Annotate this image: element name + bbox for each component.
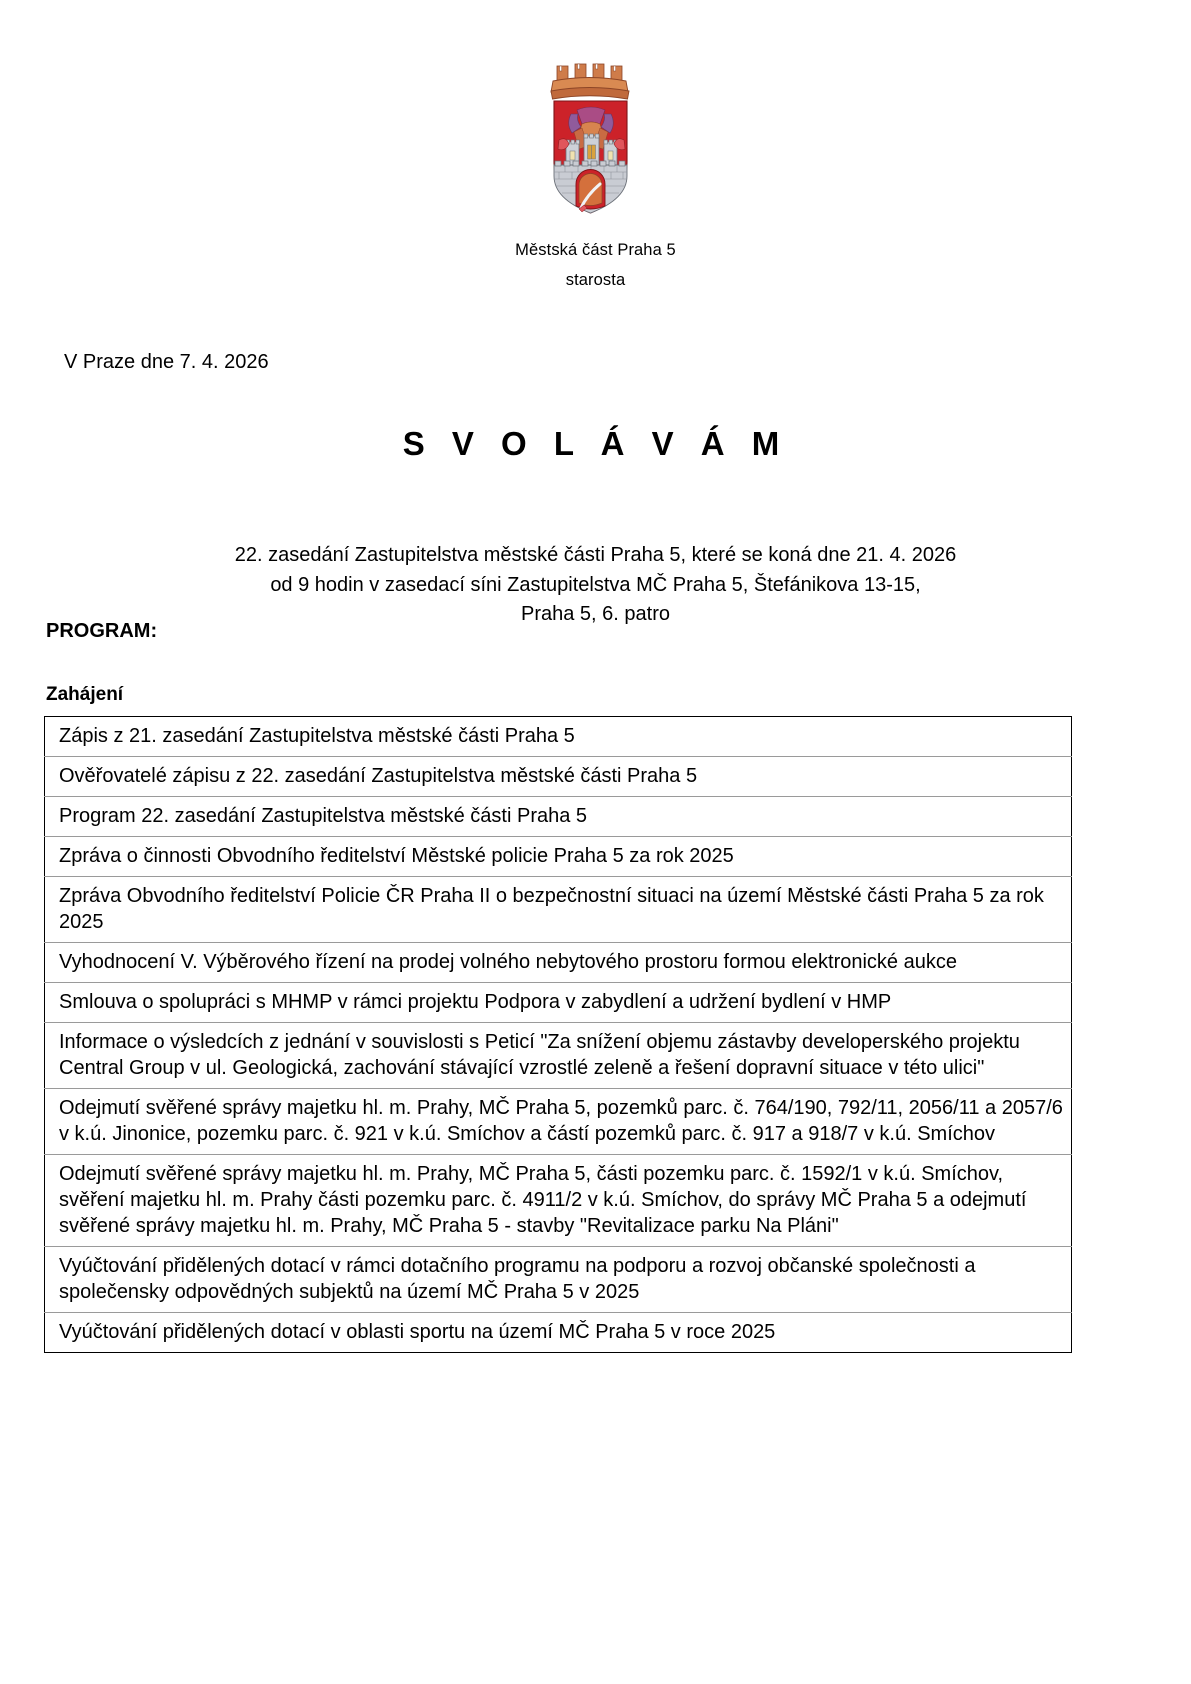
agenda-item: Ověřovatelé zápisu z 22. zasedání Zastupitelstva městské části Praha 5 [45,757,1072,797]
agenda-item: Vyúčtování přidělených dotací v oblasti sportu na území MČ Praha 5 v roce 2025 [45,1313,1072,1353]
meeting-info-line-2: od 9 hodin v zasedací síni Zastupitelstva MČ Praha 5, Štefánikova 13-15, [270,573,921,596]
agenda-item: Vyhodnocení V. Výběrového řízení na prodej volného nebytového prostoru formou elektronické aukce [45,943,1072,983]
agenda-item: Vyúčtování přidělených dotací v rámci dotačního programu na podporu a rozvoj občanské společnosti a společensky odpovědných subjektů na území MČ Praha 5 v 2025 [45,1247,1072,1313]
agenda-item: Program 22. zasedání Zastupitelstva městské části Praha 5 [45,797,1072,837]
agenda-item: Zpráva Obvodního ředitelství Policie ČR Praha II o bezpečnostní situaci na území Městské části Praha 5 za rok 2025 [45,877,1072,943]
table-row [45,943,1072,983]
table-row [45,983,1072,1023]
agenda-table [44,716,1072,1353]
agenda-item: Odejmutí svěřené správy majetku hl. m. Prahy, MČ Praha 5, části pozemku parc. č. 1592/1 v k.ú. Smíchov, svěření majetku hl. m. Prahy části pozemku parc. č. 4911/2 v k.ú. Smíchov, do správy MČ Praha 5 a odejmutí svěřené správy majetku hl. m. Prahy, MČ Praha 5 - stavby "Revitalizace parku Na Pláni" [45,1155,1072,1247]
table-row [45,1089,1072,1155]
section-label-zahajeni: Zahájení [46,684,124,705]
table-row [45,1313,1072,1353]
agenda-item: Zpráva o činnosti Obvodního ředitelství Městské policie Praha 5 za rok 2025 [45,837,1072,877]
meeting-info-line-3: Praha 5, 6. patro [521,603,670,626]
document-header [0,0,1191,292]
agenda-item: Odejmutí svěřené správy majetku hl. m. Prahy, MČ Praha 5, pozemků parc. č. 764/190, 792/11, 2056/11 a 2057/6 v k.ú. Jinonice, pozemku parc. č. 921 v k.ú. Smíchov a částí pozemků parc. č. 917 a 918/7 v k.ú. Smíchov [45,1089,1072,1155]
table-row [45,1247,1072,1313]
table-row [45,797,1072,837]
page-title: S V O L Á V Á M [402,425,789,462]
agenda-item: Zápis z 21. zasedání Zastupitelstva městské části Praha 5 [45,717,1072,757]
organization-role: starosta [565,271,626,290]
table-row [45,717,1072,757]
program-label: PROGRAM: [46,620,158,642]
table-row [45,1023,1072,1089]
table-row [45,1155,1072,1247]
meeting-info-line-1: 22. zasedání Zastupitelstva městské části Praha 5, které se koná dne 21. 4. 2026 [234,544,957,566]
meeting-info [0,541,1191,630]
table-row [45,757,1072,797]
agenda-item: Informace o výsledcích z jednání v souvislosti s Peticí "Za snížení objemu zástavby developerského projektu Central Group v ul. Geologická, zachování stávající vzrostlé zeleně a řešení dopravní situace v této ulici" [45,1023,1072,1089]
coat-of-arms-icon [541,58,651,226]
date-line: V Praze dne 7. 4. 2026 [64,351,269,373]
table-row [45,837,1072,877]
agenda-item: Smlouva o spolupráci s MHMP v rámci projektu Podpora v zabydlení a udržení bydlení v HMP [45,983,1072,1023]
table-row [45,877,1072,943]
organization-name: Městská část Praha 5 [515,241,676,259]
